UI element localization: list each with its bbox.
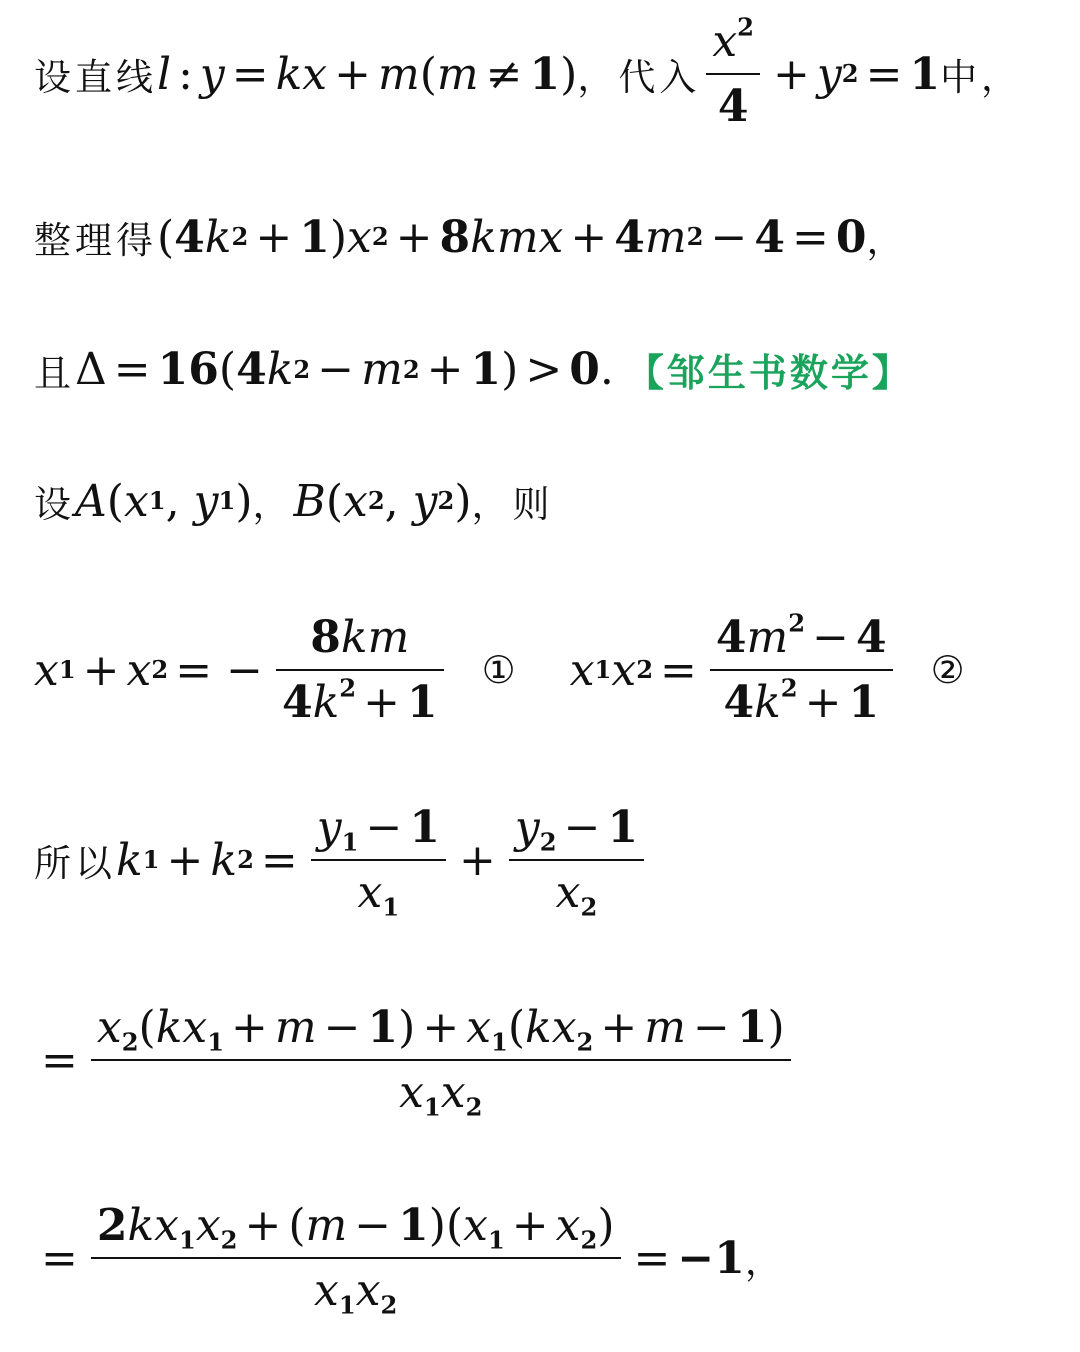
fraction-combined: $\frac{x_2(kx_1 + m - 1) + x_1(kx_2 + m - 1)}{x_1x_2}$ bbox=[91, 1002, 791, 1118]
label-circle-1: ① bbox=[481, 648, 516, 692]
text-simplify: 整理得 bbox=[34, 219, 157, 262]
text-and: 且 bbox=[34, 351, 75, 395]
text-period: . bbox=[599, 344, 614, 395]
text-in: 中， bbox=[940, 56, 1023, 99]
text-set-line: 设直线 bbox=[34, 56, 157, 99]
text-comma-2: ， bbox=[866, 219, 908, 262]
line-discriminant: 且 Δ = 16 ( 4 k 2 − m 2 + 1 ) > 0 . 【邹生书数学】 bbox=[34, 344, 913, 395]
text-comma: ， bbox=[577, 56, 619, 99]
line-slope-sum: 所以 k 1 + k 2 = $\frac{y_1 - 1}{x_1}$ + $\frac{y_2 - 1}{x_2}$ bbox=[34, 802, 650, 918]
fraction-k2: $\frac{y_2 - 1}{x_2}$ bbox=[509, 802, 644, 918]
fraction-product: $\frac{4m^2 - 4}{4k^2 + 1}$ bbox=[710, 612, 893, 728]
text-comma-3: ， bbox=[252, 483, 294, 526]
line-simplify: 整理得 ( 4 k 2 + 1 ) x 2 + 8 kmx + 4 m 2 − 4 = 0 ， bbox=[34, 211, 908, 263]
line-set-points: 设 A ( x 1 , y 1 ) ， B ( x 2 , y 2 ) ，则 bbox=[34, 475, 554, 527]
fraction-sum: $\frac{8km}{4k^2 + 1}$ bbox=[276, 612, 444, 728]
text-therefore: 所以 bbox=[34, 842, 116, 885]
text-comma-4: ， bbox=[744, 1240, 786, 1283]
line-set-line: 设直线 l : y = kx + m ( m ≠ 1 ) ， 代入 $\frac{x^2}{4}$ + y 2 = 1 中， bbox=[34, 12, 1023, 132]
line-combined: = $\frac{x_2(kx_1 + m - 1) + x_1(kx_2 + m - 1)}{x_1x_2}$ bbox=[34, 1002, 797, 1118]
line-vieta: x 1 + x 2 = − $\frac{8km}{4k^2 + 1}$ ① x 1 x 2 = $\frac{4m^2 - 4}{4k^2 + 1}$ ② bbox=[34, 608, 965, 728]
text-then: ，则 bbox=[471, 483, 554, 526]
brand-watermark: 【邹生书数学】 bbox=[625, 351, 913, 395]
text-set: 设 bbox=[34, 483, 75, 526]
fraction-x2-over-4: $\frac{x^2}{4}$ bbox=[706, 16, 760, 132]
label-circle-2: ② bbox=[930, 648, 965, 692]
line-result: = $\frac{2kx_1x_2 + (m - 1)(x_1 + x_2)}{x_1x_2}$ = −1 ， bbox=[41, 1200, 786, 1320]
fraction-k1: $\frac{y_1 - 1}{x_1}$ bbox=[311, 802, 446, 918]
text-substitute: 代入 bbox=[618, 56, 701, 99]
fraction-result: $\frac{2kx_1x_2 + (m - 1)(x_1 + x_2)}{x_1x_2}$ bbox=[91, 1200, 621, 1316]
